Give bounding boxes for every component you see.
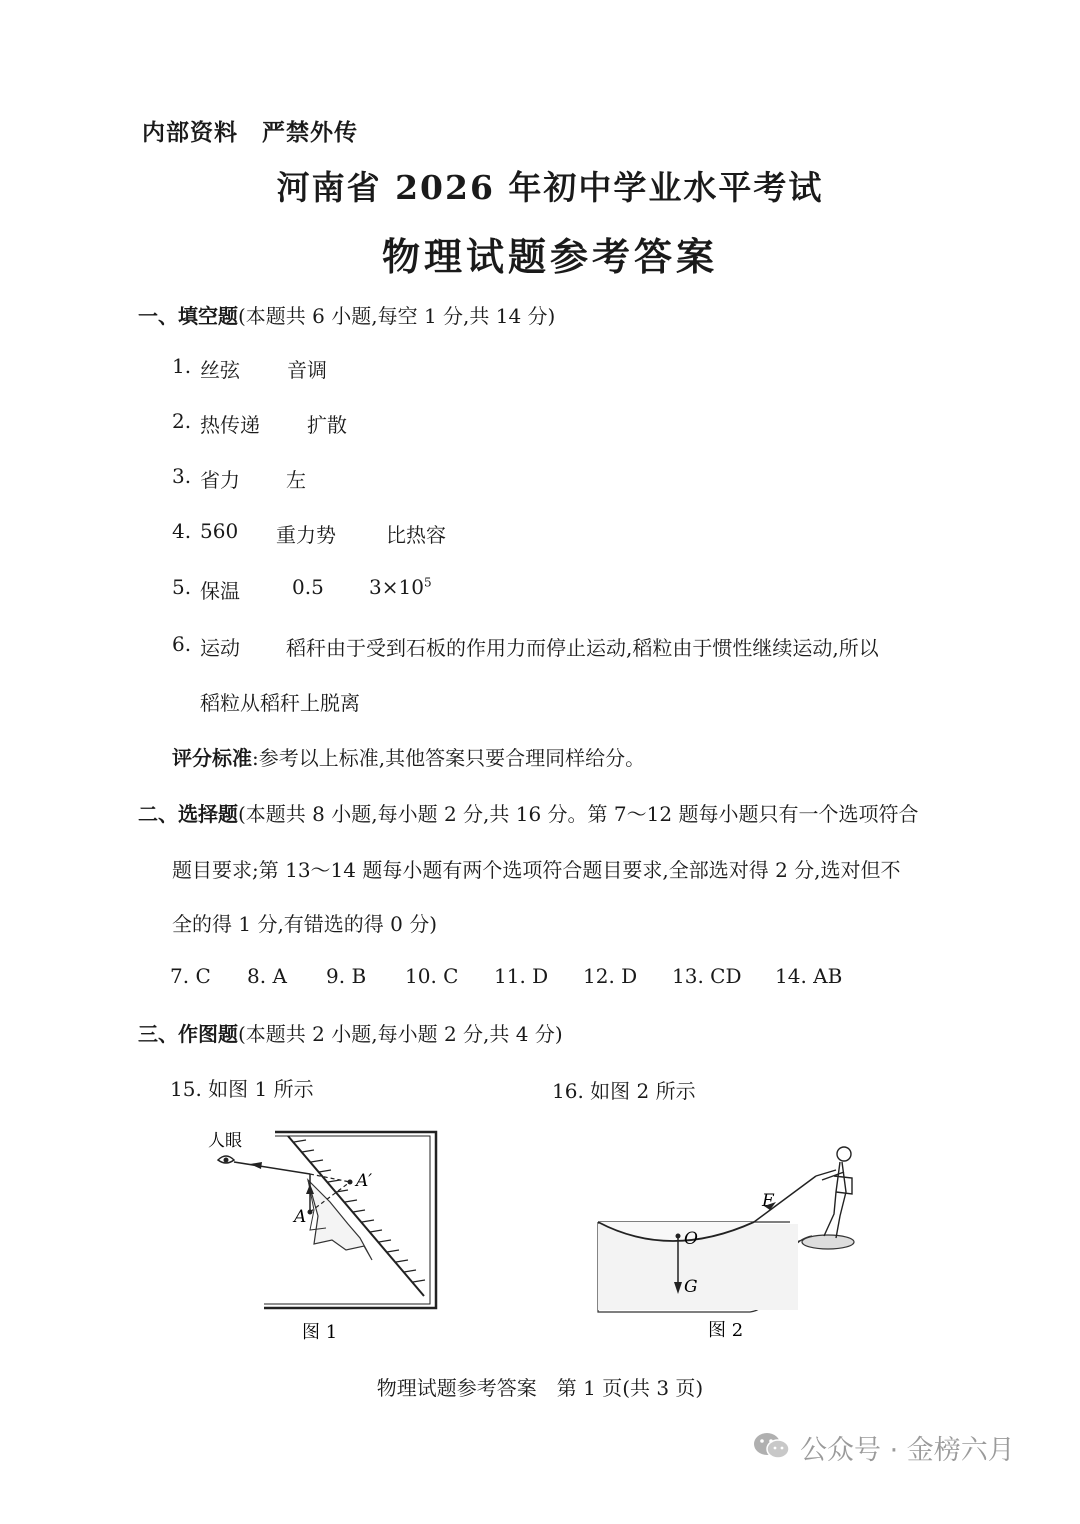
section2-heading: 二、选择题 bbox=[138, 802, 238, 826]
label-o: O bbox=[684, 1229, 698, 1249]
section3-heading-line bbox=[138, 1018, 563, 1047]
person-figure bbox=[816, 1147, 852, 1238]
answer-num: 1. bbox=[172, 354, 192, 378]
surfboard bbox=[802, 1235, 854, 1249]
virtual-ray bbox=[310, 1174, 350, 1182]
answer-a: 保温 bbox=[200, 579, 240, 603]
answer-a: 运动 bbox=[200, 636, 240, 660]
answer-b: 扩散 bbox=[307, 413, 347, 437]
section3-desc: (本题共 2 小题,每小题 2 分,共 4 分) bbox=[238, 1022, 563, 1046]
answer-b: 稻秆由于受到石板的作用力而停止运动,稻粒由于惯性继续运动,所以 bbox=[286, 636, 879, 660]
q15-label: 15. 如图 1 所示 bbox=[170, 1077, 314, 1101]
answer-b: 重力势 bbox=[276, 523, 336, 547]
figure-2 bbox=[590, 1132, 880, 1346]
answer-row-3 bbox=[0, 464, 1080, 490]
watermark-text: 公众号 · 金榜六月 bbox=[800, 1435, 1015, 1466]
reflected-ray bbox=[234, 1162, 310, 1174]
answer-row-6 bbox=[0, 632, 1080, 658]
label-g: G bbox=[684, 1277, 698, 1297]
answer-a: 560 bbox=[200, 519, 239, 543]
scoring-text: :参考以上标准,其他答案只要合理同样给分。 bbox=[252, 746, 646, 770]
choice-answer: 14. AB bbox=[775, 964, 843, 988]
answer-row-2 bbox=[0, 409, 1080, 435]
answer-a: 热传递 bbox=[200, 413, 260, 437]
point-a-prime bbox=[348, 1180, 353, 1185]
section1-heading-line bbox=[138, 300, 555, 329]
wechat-icon bbox=[752, 1430, 792, 1462]
choice-answers bbox=[0, 964, 1080, 992]
answer-c: 比热容 bbox=[386, 523, 446, 547]
answer-num: 5. bbox=[172, 575, 192, 599]
section1-desc: (本题共 6 小题,每空 1 分,共 14 分) bbox=[238, 304, 556, 328]
q16-label: 16. 如图 2 所示 bbox=[552, 1079, 696, 1103]
answer-b: 音调 bbox=[287, 358, 327, 382]
point-a bbox=[308, 1210, 313, 1215]
choice-answer: 8. A bbox=[247, 964, 287, 988]
section3-heading: 三、作图题 bbox=[138, 1022, 238, 1046]
scoring-label: 评分标准 bbox=[172, 746, 252, 770]
section2-desc-2: 题目要求;第 13～14 题每小题有两个选项符合题目要求,全部选对得 2 分,选对但不 bbox=[172, 858, 901, 882]
answer-row-6-cont: 稻粒从稻秆上脱离 bbox=[200, 691, 360, 715]
choice-answer: 13. CD bbox=[672, 964, 742, 988]
answer-row-1 bbox=[0, 354, 1080, 380]
section2-heading-line bbox=[138, 798, 918, 827]
frame-outline bbox=[264, 1132, 436, 1308]
figure-1-caption: 图 1 bbox=[302, 1322, 338, 1343]
label-a-prime: A′ bbox=[356, 1171, 373, 1191]
section2-desc-3: 全的得 1 分,有错选的得 0 分) bbox=[172, 912, 438, 936]
choice-answer: 9. B bbox=[326, 964, 367, 988]
scoring-note bbox=[172, 742, 645, 771]
answer-row-5 bbox=[0, 575, 1080, 601]
choice-answer: 11. D bbox=[494, 964, 549, 988]
frame-inner bbox=[264, 1136, 430, 1304]
answer-b: 左 bbox=[286, 468, 306, 492]
answer-row-4 bbox=[0, 519, 1080, 545]
answer-num: 2. bbox=[172, 409, 192, 433]
answer-b: 0.5 bbox=[292, 575, 324, 599]
eye-icon bbox=[218, 1156, 234, 1163]
header-note: 内部资料 严禁外传 bbox=[142, 120, 358, 146]
mirror-line bbox=[288, 1136, 424, 1296]
answer-a: 省力 bbox=[200, 468, 240, 492]
choice-answer: 10. C bbox=[405, 964, 459, 988]
choice-answer: 7. C bbox=[170, 964, 211, 988]
page-footer: 物理试题参考答案 第 1 页(共 3 页) bbox=[376, 1376, 704, 1400]
answer-c bbox=[369, 575, 432, 599]
answer-a: 丝弦 bbox=[200, 358, 240, 382]
answer-num: 6. bbox=[172, 632, 192, 656]
label-a: A bbox=[294, 1207, 307, 1227]
figure-1 bbox=[190, 1120, 450, 1350]
eye-label: 人眼 bbox=[208, 1131, 242, 1151]
title-line2: 物理试题参考答案 bbox=[381, 235, 718, 279]
answer-num: 4. bbox=[172, 519, 192, 543]
figure-2-caption: 图 2 bbox=[708, 1320, 744, 1341]
answer-c-exponent: 5 bbox=[423, 575, 432, 590]
label-f: F bbox=[762, 1191, 774, 1211]
title-line1: 河南省 2026 年初中学业水平考试 bbox=[276, 168, 824, 207]
object-shape bbox=[308, 1180, 372, 1260]
section2-desc-1: (本题共 8 小题,每小题 2 分,共 16 分。第 7～12 题每小题只有一个选项符合 bbox=[238, 802, 919, 826]
answer-c-base: 3×10 bbox=[369, 575, 424, 599]
answer-num: 3. bbox=[172, 464, 192, 488]
section1-heading: 一、填空题 bbox=[138, 304, 238, 328]
choice-answer: 12. D bbox=[583, 964, 638, 988]
